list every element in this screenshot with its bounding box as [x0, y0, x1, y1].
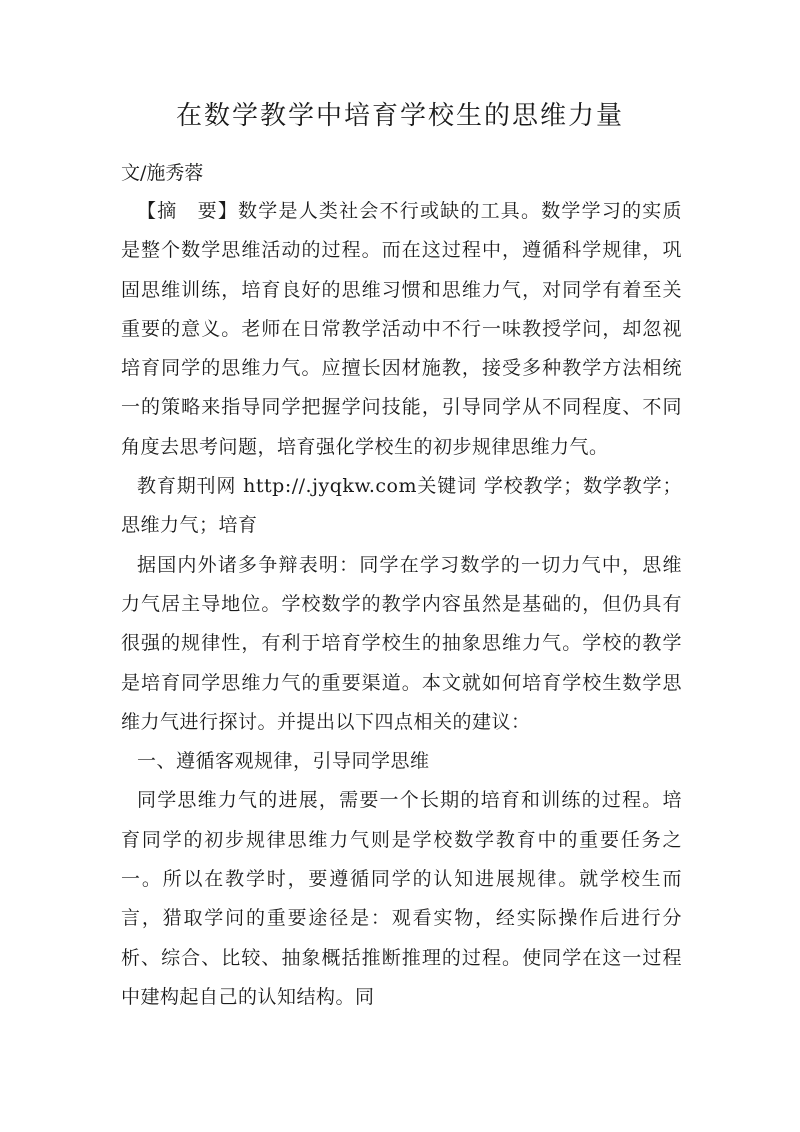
paragraph-text: 教育期刊网 http://.jyqkw.com关键词 学校教学；数学教学；思维力气；培育 [121, 475, 682, 537]
keywords-paragraph [121, 467, 682, 546]
section-paragraph [121, 781, 682, 1017]
paragraph-text: 【摘 要】数学是人类社会不行或缺的工具。数学学习的实质是整个数学思维活动的过程。而在这过程中，遵循科学规律，巩固思维训练，培育良好的思维习惯和思维力气，对同学有着至关重要的意义。老师在日常教学活动中不行一味教授学问，却忽视培育同学的思维力气。应擅长因材施教，接受多种教学方法相统一的策略来指导同学把握学问技能，引导同学从不同程度、不同角度去思考问题，培育强化学校生的初步规律思维力气。 [121, 200, 682, 458]
paragraph-text: 据国内外诸多争辩表明：同学在学习数学的一切力气中，思维力气居主导地位。学校数学的教学内容虽然是基础的，但仍具有很强的规律性，有利于培育学校生的抽象思维力气。学校的教学是培育同学思维力气的重要渠道。本文就如何培育学校生数学思维力气进行探讨。并提出以下四点相关的建议： [121, 553, 682, 733]
paragraph-text: 同学思维力气的进展，需要一个长期的培育和训练的过程。培育同学的初步规律思维力气则是学校数学教育中的重要任务之一。所以在教学时，要遵循同学的认知进展规律。就学校生而言，猎取学问的重要途径是：观看实物，经实际操作后进行分析、综合、比较、抽象概括推断推理的过程。使同学在这一过程中建构起自己的认知结构。同 [121, 789, 682, 1008]
document-body [121, 192, 682, 1017]
intro-paragraph [121, 546, 682, 742]
author-line: 文/施秀蓉 [121, 162, 204, 184]
document-title: 在数学教学中培育学校生的思维力量 [175, 101, 624, 131]
section-heading: 一、遵循客观规律，引导同学思维 [137, 750, 430, 773]
abstract-paragraph [121, 192, 682, 467]
